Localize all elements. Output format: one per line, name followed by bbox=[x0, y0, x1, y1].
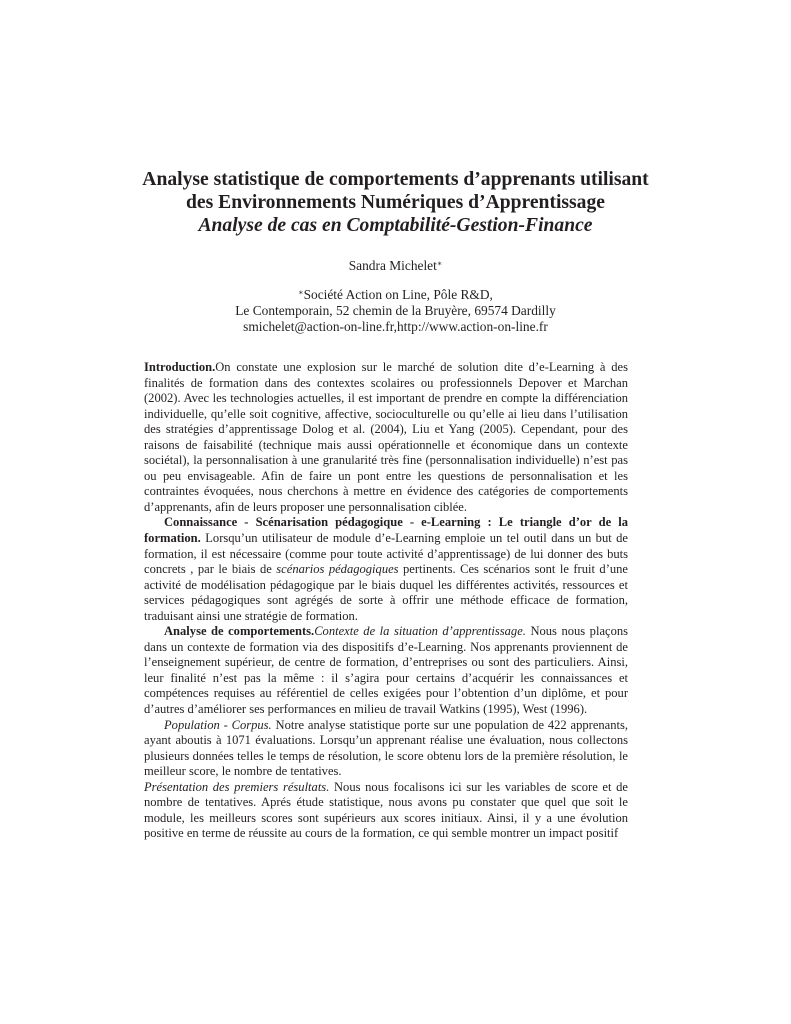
affiliation-line-3: smichelet@action-on-line.fr,http://www.action-on-line.fr bbox=[243, 319, 548, 334]
affiliation-line-1: ∗Société Action on Line, Pôle R&D, bbox=[298, 287, 493, 302]
paragraph-presentation: Présentation des premiers résultats. Nous nous focalisons ici sur les variables de score et de nombre de tentatives. Aprés étude statistique, nous avons pu constater que quel que soit le module, les meilleurs scores sont supérieurs aux scores initiaux. Ainsi, il y a une évolution positive en terme de réussite au cours de la formation, ce qui semble montrer un impact positif bbox=[144, 779, 628, 841]
paragraph-analyse: Analyse de comportements.Contexte de la situation d’apprentissage. Nous nous plaçons dans un contexte de formation via des dispositifs d’e-Learning. Nos apprenants proviennent de l’enseignement supérieur, de centre de formation, d’entreprises ou sont des particuliers. Ainsi, leur finalité n’est pas la même : il s’agira pour certains d’acquérir les connaissances et compétences requises au référentiel de celles exigées pour l’obtention d’un diplôme, et pour d’autres d’améliorer ses performances en milieu de travail Watkins (1995), West (1996). bbox=[144, 624, 629, 717]
author bbox=[0, 258, 791, 274]
population-heading: Population - Corpus. bbox=[164, 717, 272, 732]
body-text bbox=[144, 360, 628, 842]
affiliation-marker: ∗ bbox=[298, 288, 304, 297]
connaissance-heading: Connaissance - Scénarisation pédagogique - e-Learning : Le triangle d’or de la formation. bbox=[144, 515, 628, 546]
paper-title-line-1: Analyse statistique de comportements d’apprenants utilisant bbox=[142, 169, 649, 190]
analyse-subheading: Contexte de la situation d’apprentissage. bbox=[314, 624, 526, 639]
paper-title-line-2: des Environnements Numériques d’Apprentissage bbox=[186, 192, 605, 213]
author-name: Sandra Michelet bbox=[348, 258, 437, 273]
intro-heading: Introduction. bbox=[144, 360, 216, 374]
paragraph-introduction: Introduction.On constate une explosion sur le marché de solution dite d’e-Learning à des finalités de formation dans des contextes scolaires ou professionnels Depover et Marchan (2002). Avec les technologies actuelles, il est important de prendre en compte la différenciation individuelle, qu’elle soit cognitive, affective, socioculturelle ou qu’elle ai lieu dans l’utilisation des stratégies d’apprentissage Dolog et al. (2004), Liu et Yang (2005). Cependant, pour des raisons de faisabilité (technique mais aussi opérationnelle et économique dans un contexte sociétal), la personnalisation à une granularité très fine (personnalisation individuelle) n’est pas ou peu envisageable. Afin de faire un pont entre les questions de personnalisation et les contraintes évoquées, nous cherchons à mettre en évidence des catégories de comportements d’apprenants, afin de leurs proposer une personnalisation ciblée. bbox=[144, 360, 628, 514]
connaissance-emphasis: scénarios pédagogiques bbox=[276, 562, 399, 577]
paragraph-connaissance: Connaissance - Scénarisation pédagogique - e-Learning : Le triangle d’or de la formation. Lorsqu’un utilisateur de module d’e-Learning emploie un tel outil dans un but de formation, il est nécessaire (comme pour toute activité d’apprentissage) de lui donner des buts concrets , par le biais de scénarios pédagogiques pertinents. Ces scénarios sont le fruit d’une activité de modélisation pédagogique par le biais duquel les différentes activités, ressources et services pédagogiques sont agrégés de sorte à offrir une méthode efficace de formation, traduisant ainsi une stratégie de formation. bbox=[144, 515, 628, 623]
affiliation bbox=[0, 287, 791, 335]
presentation-heading: Présentation des premiers résultats. bbox=[144, 779, 330, 794]
analyse-heading: Analyse de comportements. bbox=[164, 624, 315, 639]
paper-subtitle: Analyse de cas en Comptabilité-Gestion-Finance bbox=[198, 215, 593, 236]
paragraph-population: Population - Corpus. Notre analyse statistique porte sur une population de 422 apprenants, ayant aboutis à 1071 évaluations. Lorsqu’un apprenant réalise une évaluation, nous collectons plusieurs données telles le temps de résolution, le score obtenu lors de la première résolution, le meilleur score, le nombre de tentatives. bbox=[144, 717, 629, 779]
affiliation-line-2: Le Contemporain, 52 chemin de la Bruyère, 69574 Dardilly bbox=[235, 303, 556, 318]
author-marker: ∗ bbox=[436, 259, 443, 268]
title-block bbox=[0, 168, 791, 237]
